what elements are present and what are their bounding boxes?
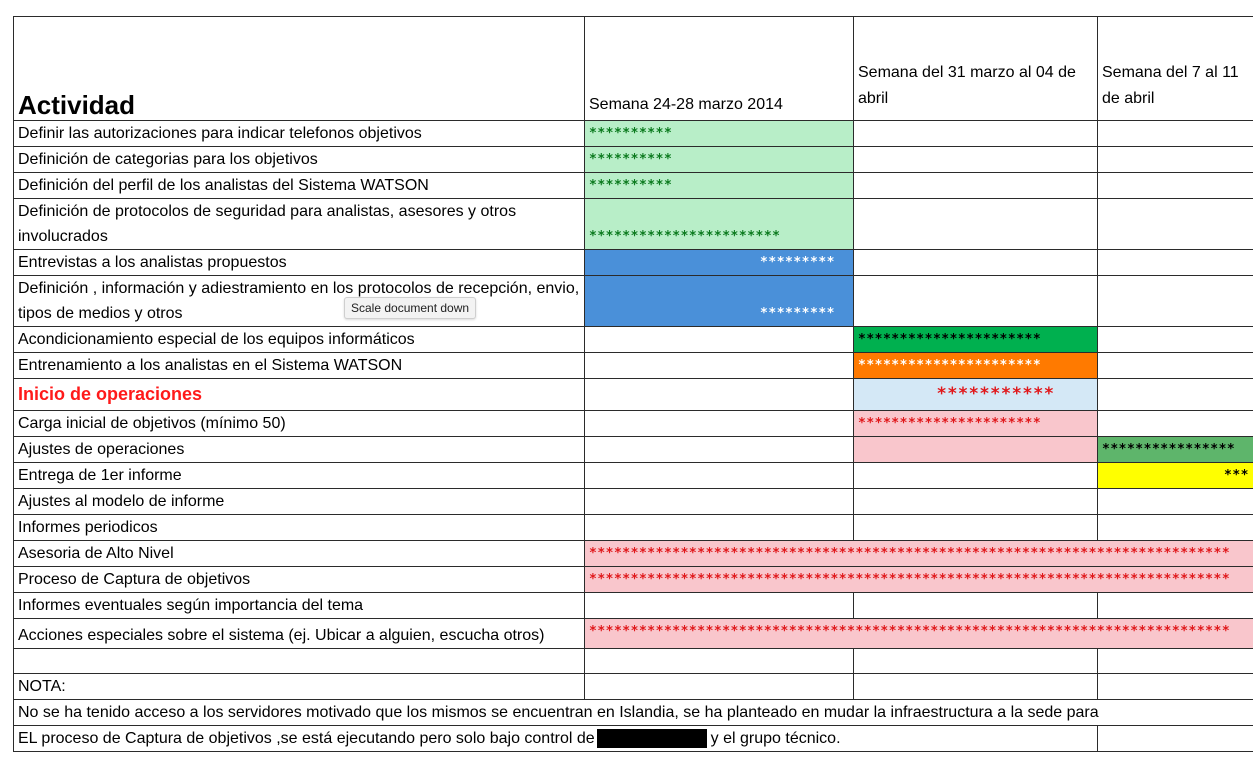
gantt-cell bbox=[854, 276, 1098, 327]
gantt-cell bbox=[1098, 379, 1253, 411]
gantt-cell bbox=[1098, 199, 1253, 250]
gantt-cell bbox=[1098, 276, 1253, 327]
gantt-cell bbox=[854, 121, 1098, 147]
empty-cell bbox=[585, 674, 854, 700]
progress-stars: **************** bbox=[1102, 442, 1236, 457]
empty-cell bbox=[854, 649, 1098, 674]
table-row bbox=[14, 541, 1253, 567]
gantt-cell bbox=[585, 515, 854, 541]
table-row bbox=[14, 250, 1253, 276]
inicio-operaciones-label: Inicio de operaciones bbox=[18, 383, 203, 404]
activity-label: Entrenamiento a los analistas en el Sistema WATSON bbox=[14, 353, 585, 379]
gantt-cell bbox=[854, 147, 1098, 173]
progress-stars: ********* bbox=[760, 306, 835, 321]
gantt-cell bbox=[1098, 437, 1253, 463]
table-row bbox=[14, 327, 1253, 353]
gantt-cell bbox=[854, 437, 1098, 463]
gantt-cell bbox=[585, 541, 1253, 567]
activity-label: Definir las autorizaciones para indicar telefonos objetivos bbox=[14, 121, 585, 147]
table-row bbox=[14, 353, 1253, 379]
gantt-cell bbox=[585, 463, 854, 489]
gantt-cell bbox=[1098, 489, 1253, 515]
activity-label: Definición de categorias para los objetivos bbox=[14, 147, 585, 173]
week2-header: Semana del 31 marzo al 04 de abril bbox=[854, 17, 1098, 121]
gantt-cell bbox=[585, 593, 854, 619]
activity-label: Informes periodicos bbox=[14, 515, 585, 541]
table-row bbox=[14, 437, 1253, 463]
progress-stars: ********** bbox=[589, 126, 673, 141]
header-row bbox=[14, 17, 1253, 121]
gantt-cell bbox=[1098, 147, 1253, 173]
table-row bbox=[14, 147, 1253, 173]
progress-stars: *********************** bbox=[589, 229, 781, 244]
gantt-cell bbox=[854, 379, 1098, 411]
gantt-cell bbox=[585, 567, 1253, 593]
gantt-cell bbox=[1098, 173, 1253, 199]
gantt-cell bbox=[585, 327, 854, 353]
table-row bbox=[14, 411, 1253, 437]
gantt-cell bbox=[1098, 327, 1253, 353]
note-row bbox=[14, 674, 1253, 700]
activity-label: Definición , información y adiestramiento en los protocolos de recepción, envio, tipos de medios y otros bbox=[14, 276, 585, 327]
activity-label: Carga inicial de objetivos (mínimo 50) bbox=[14, 411, 585, 437]
scale-down-tooltip: Scale document down bbox=[344, 297, 476, 319]
table-row bbox=[14, 619, 1253, 649]
redacted-block bbox=[597, 729, 707, 748]
gantt-cell bbox=[1098, 353, 1253, 379]
activity-label: Definición de protocolos de seguridad para analistas, asesores y otros involucrados bbox=[14, 199, 585, 250]
note-text-1: No se ha tenido acceso a los servidores motivado que los mismos se encuentran en Islandia, se ha planteado en mudar la infraestructura a la sede para bbox=[14, 700, 1253, 726]
gantt-cell bbox=[854, 173, 1098, 199]
activity-label: Acondicionamiento especial de los equipos informáticos bbox=[14, 327, 585, 353]
table-row bbox=[14, 567, 1253, 593]
progress-stars: ********************** bbox=[858, 358, 1042, 373]
progress-stars: ***************************************************************************** bbox=[589, 624, 1231, 639]
empty-cell bbox=[1098, 726, 1253, 752]
table-row bbox=[14, 276, 1253, 327]
progress-stars: ********************** bbox=[858, 332, 1042, 347]
gantt-cell bbox=[585, 379, 854, 411]
progress-stars: ***************************************************************************** bbox=[589, 546, 1231, 561]
activity-label: Ajustes de operaciones bbox=[14, 437, 585, 463]
activity-label: Ajustes al modelo de informe bbox=[14, 489, 585, 515]
activity-label bbox=[14, 379, 585, 411]
gantt-cell bbox=[1098, 593, 1253, 619]
week3-header: Semana del 7 al 11 de abril bbox=[1098, 17, 1253, 121]
table-row bbox=[14, 593, 1253, 619]
gantt-cell bbox=[585, 147, 854, 173]
gantt-cell bbox=[585, 437, 854, 463]
table-row bbox=[14, 463, 1253, 489]
progress-stars: ********* bbox=[760, 255, 835, 270]
activity-header: Actividad bbox=[14, 17, 585, 121]
gantt-cell bbox=[854, 593, 1098, 619]
progress-stars: ********** bbox=[589, 178, 673, 193]
gantt-cell bbox=[854, 327, 1098, 353]
gantt-cell bbox=[854, 199, 1098, 250]
gantt-cell bbox=[854, 489, 1098, 515]
progress-stars: ********** bbox=[589, 152, 673, 167]
progress-stars: ********************** bbox=[858, 416, 1042, 431]
empty-cell bbox=[585, 649, 854, 674]
gantt-cell bbox=[854, 515, 1098, 541]
table-row bbox=[14, 515, 1253, 541]
table-row bbox=[14, 489, 1253, 515]
activity-label: Informes eventuales según importancia del tema bbox=[14, 593, 585, 619]
note-text-2 bbox=[14, 726, 1098, 752]
gantt-cell bbox=[585, 250, 854, 276]
note-text-2-before: EL proceso de Captura de objetivos ,se está ejecutando pero solo bajo control de bbox=[18, 730, 595, 747]
table-row-empty bbox=[14, 649, 1253, 674]
activity-label: Proceso de Captura de objetivos bbox=[14, 567, 585, 593]
gantt-cell bbox=[854, 353, 1098, 379]
note-row bbox=[14, 700, 1253, 726]
progress-stars: ***************************************************************************** bbox=[589, 572, 1231, 587]
gantt-cell bbox=[585, 353, 854, 379]
gantt-cell bbox=[854, 250, 1098, 276]
table-row bbox=[14, 173, 1253, 199]
activity-label: Asesoria de Alto Nivel bbox=[14, 541, 585, 567]
activity-label: Acciones especiales sobre el sistema (ej. Ubicar a alguien, escucha otros) bbox=[14, 619, 585, 649]
gantt-cell bbox=[1098, 121, 1253, 147]
gantt-cell bbox=[585, 489, 854, 515]
activity-label: Entrega de 1er informe bbox=[14, 463, 585, 489]
gantt-cell bbox=[854, 411, 1098, 437]
note-row bbox=[14, 726, 1253, 752]
gantt-cell bbox=[1098, 463, 1253, 489]
schedule-table bbox=[13, 16, 1253, 752]
progress-stars: *** bbox=[1224, 468, 1249, 483]
table-row bbox=[14, 199, 1253, 250]
table-row bbox=[14, 379, 1253, 411]
gantt-cell bbox=[1098, 250, 1253, 276]
gantt-cell bbox=[585, 276, 854, 327]
activity-label: Definición del perfil de los analistas del Sistema WATSON bbox=[14, 173, 585, 199]
gantt-cell bbox=[585, 121, 854, 147]
gantt-cell bbox=[1098, 515, 1253, 541]
empty-cell bbox=[1098, 674, 1253, 700]
note-label: NOTA: bbox=[14, 674, 585, 700]
empty-cell bbox=[14, 649, 585, 674]
gantt-cell bbox=[1098, 411, 1253, 437]
week1-header: Semana 24-28 marzo 2014 bbox=[585, 17, 854, 121]
gantt-cell bbox=[854, 463, 1098, 489]
gantt-cell bbox=[585, 173, 854, 199]
table-row bbox=[14, 121, 1253, 147]
empty-cell bbox=[1098, 649, 1253, 674]
note-text-2-after: y el grupo técnico. bbox=[710, 730, 841, 747]
gantt-cell bbox=[585, 411, 854, 437]
gantt-cell bbox=[585, 199, 854, 250]
gantt-cell bbox=[585, 619, 1253, 649]
activity-label: Entrevistas a los analistas propuestos bbox=[14, 250, 585, 276]
empty-cell bbox=[854, 674, 1098, 700]
progress-stars: *********** bbox=[936, 384, 1055, 404]
